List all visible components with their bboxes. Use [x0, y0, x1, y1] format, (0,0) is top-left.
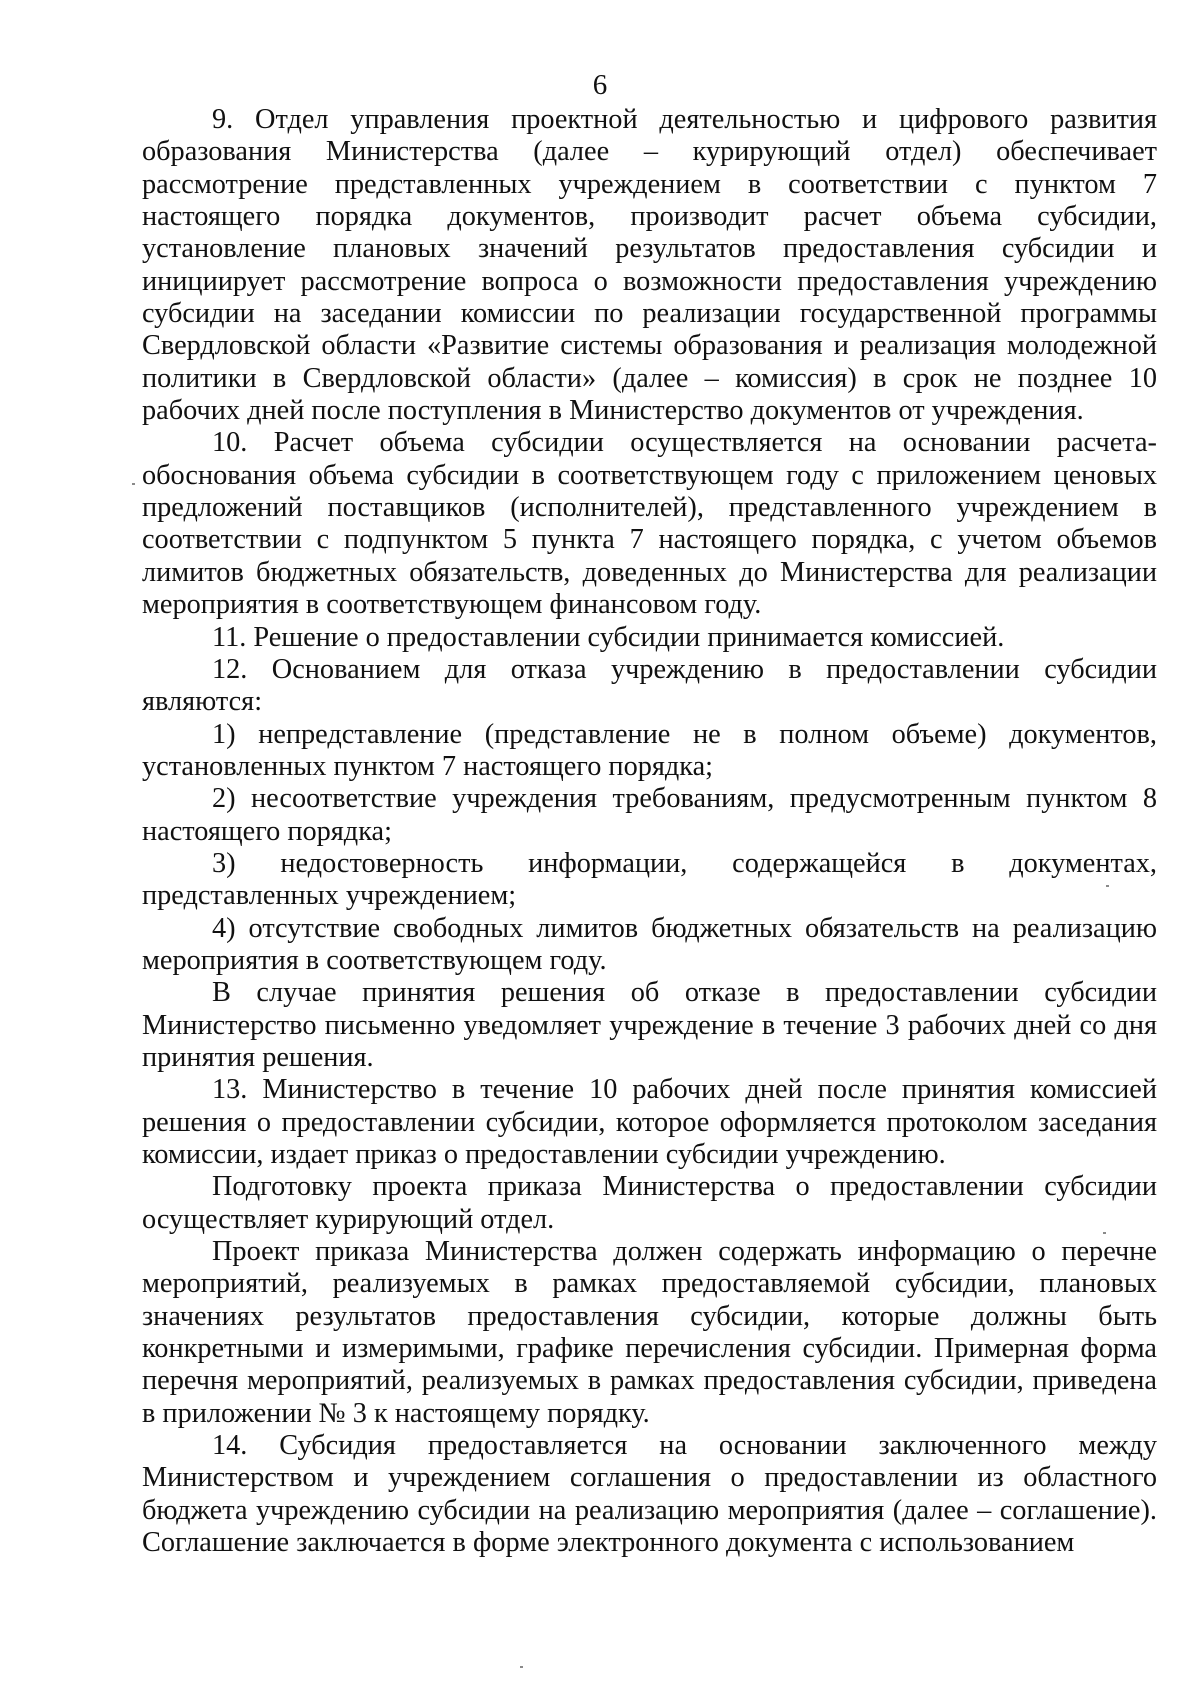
paragraph-order-preparation: Подготовку проекта приказа Министерства о предоставлении субсидии осуществляет курирующий отдел.: [142, 1171, 1157, 1235]
scan-speck: [1106, 885, 1109, 887]
paragraph-item-9: 9. Отдел управления проектной деятельностью и цифрового развития образования Министерства (далее – курирующий отдел) обеспечивает рассмотрение представленных учреждением в соответствии с пунктом 7 настоящего порядка документов, производит расчет объема субсидии, установление плановых значений результатов предоставления субсидии и инициирует рассмотрение вопроса о возможности предоставления учреждению субсидии на заседании комиссии по реализации государственной программы Свердловской области «Развитие системы образования и реализация молодежной политики в Свердловской области» (далее – комиссия) в срок не позднее 10 рабочих дней после поступления в Министерство документов от учреждения.: [142, 104, 1157, 427]
paragraph-order-content: Проект приказа Министерства должен содержать информацию о перечне мероприятий, реализуемых в рамках предоставляемой субсидии, плановых значениях результатов предоставления субсидии, которые должны быть конкретными и измеримыми, графике перечисления субсидии. Примерная форма перечня мероприятий, реализуемых в рамках предоставления субсидии, приведена в приложении № 3 к настоящему порядку.: [142, 1236, 1157, 1429]
paragraph-subitem-2: 2) несоответствие учреждения требованиям, предусмотренным пунктом 8 настоящего порядка;: [142, 783, 1157, 847]
paragraph-item-10: 10. Расчет объема субсидии осуществляется на основании расчета-обоснования объема субсидии в соответствующем году с приложением ценовых предложений поставщиков (исполнителей), представленного учреждением в соответствии с подпунктом 5 пункта 7 настоящего порядка, с учетом объемов лимитов бюджетных обязательств, доведенных до Министерства для реализации мероприятия в соответствующем финансовом году.: [142, 427, 1157, 621]
paragraph-item-13: 13. Министерство в течение 10 рабочих дней после принятия комиссией решения о предоставлении субсидии, которое оформляется протоколом заседания комиссии, издает приказ о предоставлении субсидии учреждению.: [142, 1074, 1157, 1170]
scan-speck: [520, 1666, 523, 1668]
paragraph-subitem-3: 3) недостоверность информации, содержащейся в документах, представленных учреждением;: [142, 847, 1157, 912]
scan-speck: [1103, 1232, 1106, 1234]
paragraph-item-11: 11. Решение о предоставлении субсидии принимается комиссией.: [212, 621, 1005, 653]
paragraph-refusal-notice: В случае принятия решения об отказе в предоставлении субсидии Министерство письменно уведомляет учреждение в течение 3 рабочих дней со дня принятия решения.: [142, 977, 1157, 1073]
paragraph-item-14: 14. Субсидия предоставляется на основании заключенного между Министерством и учреждением соглашения о предоставлении из областного бюджета учреждению субсидии на реализацию мероприятия (далее – соглашение). Соглашение заключается в форме электронного документа с использованием: [142, 1430, 1157, 1559]
paragraph-subitem-4: 4) отсутствие свободных лимитов бюджетных обязательств на реализацию мероприятия в соответствующем году.: [142, 912, 1157, 976]
page-number: 6: [592, 69, 608, 101]
scan-speck: [132, 483, 135, 485]
paragraph-subitem-1: 1) непредставление (представление не в полном объеме) документов, установленных пунктом 7 настоящего порядка;: [142, 718, 1157, 782]
document-body: [142, 104, 1157, 1559]
paragraph-item-12: 12. Основанием для отказа учреждению в предоставлении субсидии являются:: [142, 653, 1157, 718]
